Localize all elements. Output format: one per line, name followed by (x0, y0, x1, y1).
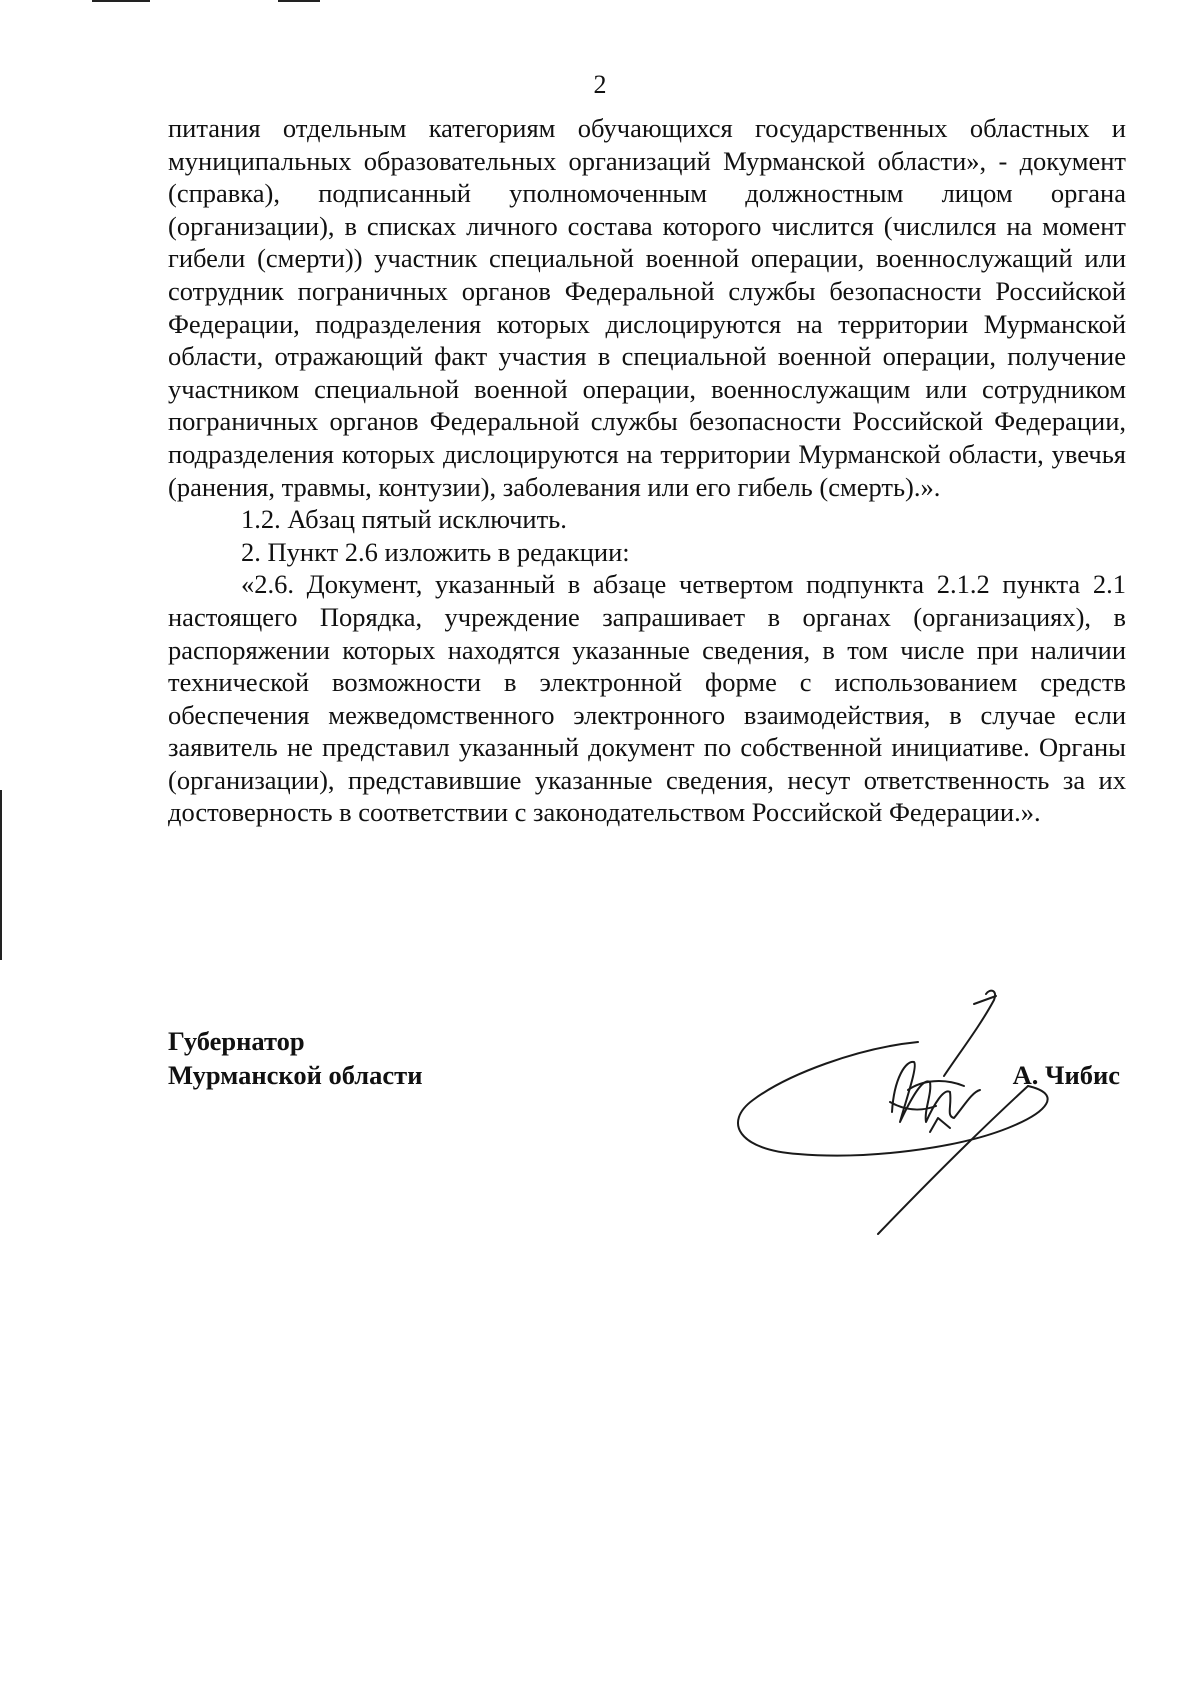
signer-name: А. Чибис (1012, 1060, 1120, 1090)
scan-artifact-top-2 (278, 0, 320, 2)
page-number: 2 (593, 70, 607, 99)
paragraph-item-2: 2. Пункт 2.6 изложить в редакции: (241, 536, 630, 567)
signer-position-line-2: Мурманской области (168, 1060, 423, 1090)
signer-position-line-1: Губернатор (168, 1026, 305, 1056)
handwritten-signature-icon (668, 982, 1128, 1252)
paragraph-item-1-2: 1.2. Абзац пятый исключить. (241, 504, 567, 535)
scan-artifact-left-edge (0, 790, 2, 960)
document-body (168, 112, 1126, 829)
signer-position (168, 1024, 422, 1092)
scan-artifact-top-1 (92, 0, 150, 2)
paragraph-item-2-6: «2.6. Документ, указанный в абзаце четвертом подпункта 2.1.2 пункта 2.1 настоящего Порядка, учреждение запрашивает в органах (организациях), в распоряжении которых находятся указанные сведения, в том числе при наличии технической возможности в электронной форме с использованием средств обеспечения межведомственного электронного взаимодействия, в случае если заявитель не представил указанный документ по собственной инициативе. Органы (организации), представившие указанные сведения, несут ответственность за их достоверность в соответствии с законодательством Российской Федерации.». (168, 569, 1126, 828)
paragraph-continuation: питания отдельным категориям обучающихся государственных областных и муниципальных образовательных организаций Мурманской области», - документ (справка), подписанный уполномоченным должностным лицом органа (организации), в списках личного состава которого числится (числился на момент гибели (смерти)) участник специальной военной операции, военнослужащий или сотрудник пограничных органов Федеральной службы безопасности Российской Федерации, подразделения которых дислоцируются на территории Мурманской области, отражающий факт участия в специальной военной операции, получение участником специальной военной операции, военнослужащим или сотрудником пограничных органов Федеральной службы безопасности Российской Федерации, подразделения которых дислоцируются на территории Мурманской области, увечья (ранения, травмы, контузии), заболевания или его гибель (смерть).». (168, 113, 1126, 502)
signature-block (168, 1024, 1126, 1224)
